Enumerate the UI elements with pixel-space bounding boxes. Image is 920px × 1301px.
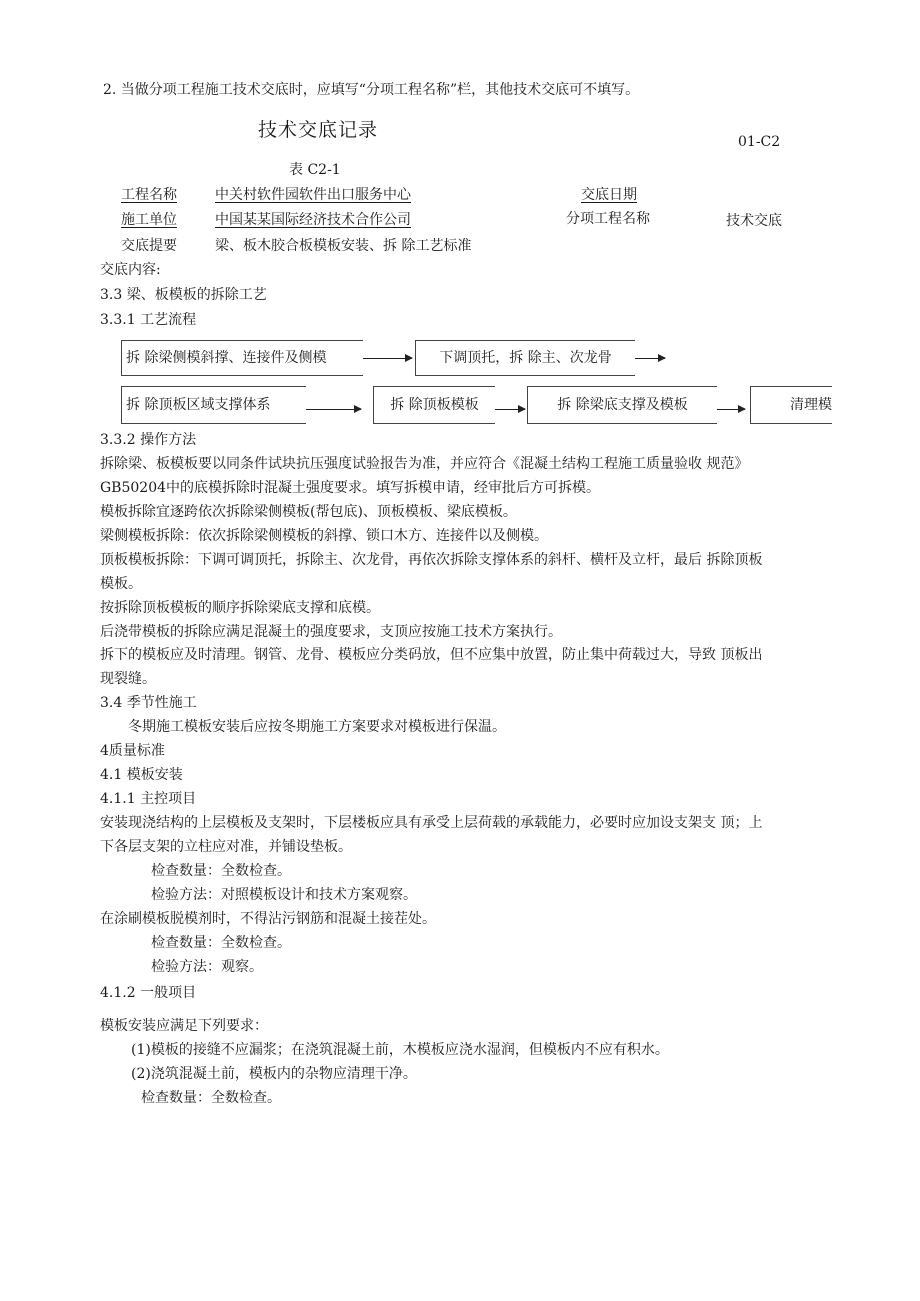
para-5: 按拆除顶板模板的顺序拆除梁底支撑和底模。 xyxy=(100,600,380,616)
section-3-4: 3.4 季节性施工 xyxy=(100,695,197,711)
flow-step-5-label: 拆 除梁底支撑及模板 xyxy=(557,397,688,413)
flow-step-5 xyxy=(527,386,717,424)
summary-label: 交底提要 xyxy=(121,238,177,254)
para-1: 拆除梁、板模板要以同条件试块抗压强度试验报告为准，并应符合《混凝土结构工程施工质量验收 规范》 xyxy=(100,456,749,472)
unit-value: 中国某某国际经济技术合作公司 xyxy=(215,212,411,228)
check-qty-3: 检查数量：全数检查。 xyxy=(141,1090,281,1106)
requirement-1: (1)模板的接缝不应漏浆；在浇筑混凝土前，木模板应浇水湿润，但模板内不应有积水。 xyxy=(131,1042,669,1058)
para-10: 在涂刷模板脱模剂时，不得沾污钢筋和混凝土接茬处。 xyxy=(100,911,436,927)
flow-step-3 xyxy=(121,386,306,424)
flow-step-6-label: 清理模 xyxy=(790,397,832,413)
para-4: 顶板模板拆除：下调可调顶托，拆除主、次龙骨，再依次拆除支撑体系的斜杆、横杆及立杆，最后 拆除顶板 xyxy=(100,552,763,568)
unit-label: 施工单位 xyxy=(121,212,177,228)
summary-value: 梁、板木胶合板模板安装、拆 除工艺标准 xyxy=(215,238,472,254)
form-code: 01-C2 xyxy=(738,134,781,150)
para-11: 模板安装应满足下列要求： xyxy=(100,1018,268,1034)
section-4-1-1: 4.1.1 主控项目 xyxy=(100,791,197,807)
section-4: 4质量标准 xyxy=(100,743,165,759)
para-9: 安装现浇结构的上层模板及支架时，下层楼板应具有承受上层荷载的承载能力，必要时应加设支架支 顶；上 xyxy=(100,815,763,831)
section-4-1: 4.1 模板安装 xyxy=(100,767,183,783)
flow-step-2-label: 下调顶托，拆 除主、次龙骨 xyxy=(439,350,612,366)
section-4-1-2: 4.1.2 一般项目 xyxy=(100,985,197,1001)
page-title: 技术交底记录 xyxy=(258,119,379,141)
flow-step-4-label: 拆 除顶板模板 xyxy=(390,397,479,413)
para-8: 冬期施工模板安装后应按冬期施工方案要求对模板进行保温。 xyxy=(128,719,506,735)
check-method-2: 检验方法：观察。 xyxy=(151,959,263,975)
project-name-value: 中关村软件园软件出口服务中心 xyxy=(215,187,411,203)
project-name-label: 工程名称 xyxy=(121,187,177,203)
check-qty-1: 检查数量：全数检查。 xyxy=(151,863,291,879)
flow-step-1-label: 拆 除梁侧模斜撑、连接件及侧模 xyxy=(126,350,327,366)
flow-arrow-1 xyxy=(363,358,412,359)
para-7: 拆下的模板应及时清理。钢管、龙骨、模板应分类码放，但不应集中放置，防止集中荷载过大，导致 顶板出 xyxy=(100,647,763,663)
flow-step-2 xyxy=(415,340,635,376)
flow-step-1 xyxy=(121,340,363,376)
para-2: 模板拆除宜逐跨依次拆除梁侧模板(帮包底)、顶板模板、梁底模板。 xyxy=(100,504,517,520)
top-note: 2. 当做分项工程施工技术交底时，应填写“分项工程名称”栏，其他技术交底可不填写。 xyxy=(103,82,640,98)
para-3: 梁侧模板拆除：依次拆除梁侧模板的斜撑、锁口木方、连接件以及侧模。 xyxy=(100,528,548,544)
para-7-cont: 现裂缝。 xyxy=(100,671,156,687)
section-3-3-1: 3.3.1 工艺流程 xyxy=(100,312,197,328)
section-3-3: 3.3 梁、板模板的拆除工艺 xyxy=(100,287,267,303)
para-1-cont: GB50204中的底模拆除时混凝土强度要求。填写拆模申请，经审批后方可拆模。 xyxy=(100,480,601,496)
table-number: 表 C2-1 xyxy=(289,162,341,178)
para-4-cont: 模板。 xyxy=(100,576,142,592)
flow-step-4 xyxy=(373,386,495,424)
para-6: 后浇带模板的拆除应满足混凝土的强度要求，支顶应按施工技术方案执行。 xyxy=(100,624,562,640)
date-label: 交底日期 xyxy=(581,187,637,203)
content-label: 交底内容: xyxy=(100,262,161,278)
flow-arrow-5 xyxy=(717,409,745,410)
flow-step-6 xyxy=(750,386,832,424)
flow-step-3-label: 拆 除顶板区域支撑体系 xyxy=(126,397,271,413)
flow-arrow-2 xyxy=(635,358,665,359)
para-9-cont: 下各层支架的立柱应对准，并铺设垫板。 xyxy=(100,839,352,855)
subitem-label: 分项工程名称 xyxy=(566,211,650,227)
check-qty-2: 检查数量：全数检查。 xyxy=(151,935,291,951)
flow-arrow-3 xyxy=(306,409,361,410)
flow-arrow-4 xyxy=(495,409,525,410)
section-3-3-2: 3.3.2 操作方法 xyxy=(100,432,197,448)
check-method-1: 检验方法：对照模板设计和技术方案观察。 xyxy=(151,887,417,903)
subitem-value: 技术交底 xyxy=(726,213,782,229)
requirement-2: (2)浇筑混凝土前，模板内的杂物应清理干净。 xyxy=(131,1066,417,1082)
